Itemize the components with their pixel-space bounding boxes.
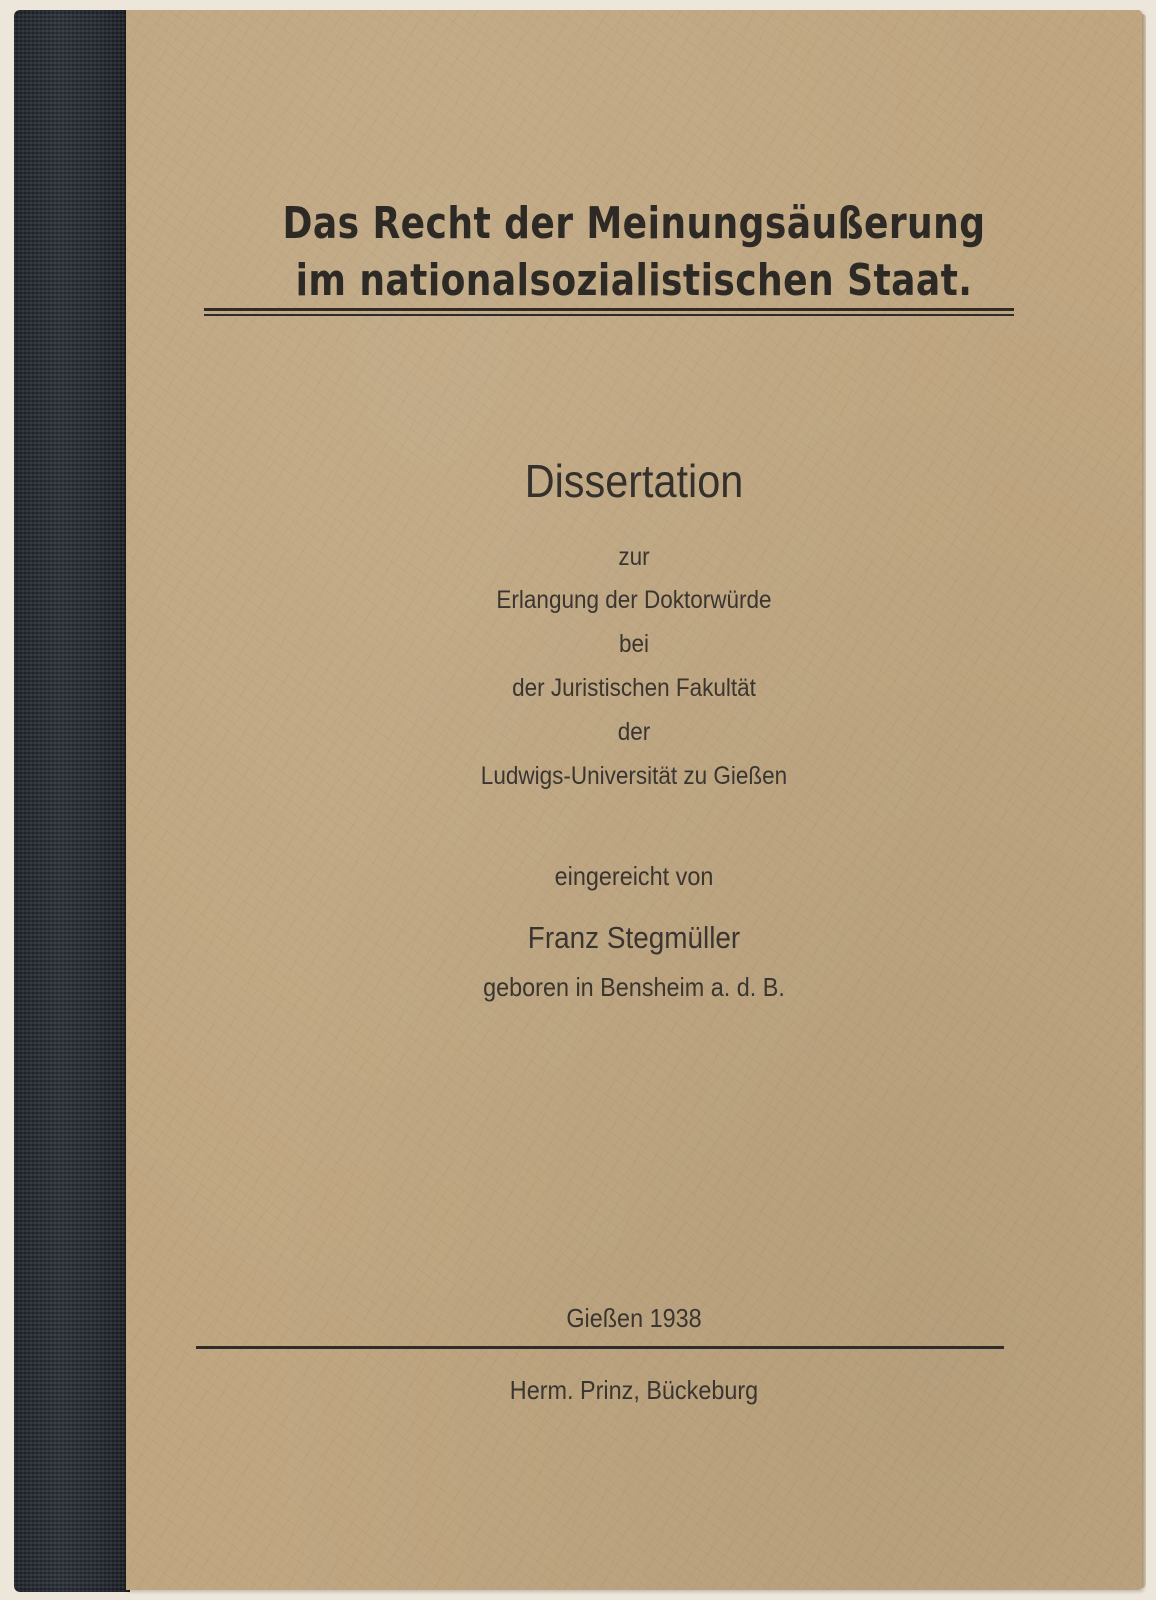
line-zur: zur bbox=[618, 543, 650, 571]
title-double-rule bbox=[204, 308, 1014, 316]
author-name: Franz Stegmüller bbox=[527, 920, 741, 955]
title-line-1: Das Recht der Meinungsäußerung bbox=[282, 198, 986, 249]
line-fakultaet: der Juristischen Fakultät bbox=[512, 674, 756, 702]
cover-board bbox=[126, 10, 1142, 1590]
place-year: Gießen 1938 bbox=[566, 1303, 702, 1333]
printer: Herm. Prinz, Bückeburg bbox=[509, 1375, 759, 1405]
line-universitaet: Ludwigs-Universität zu Gießen bbox=[480, 762, 788, 790]
line-bei: bei bbox=[618, 630, 650, 658]
line-erlangung: Erlangung der Doktorwürde bbox=[496, 586, 772, 614]
imprint-rule bbox=[196, 1346, 1004, 1349]
document-type: Dissertation bbox=[524, 455, 744, 507]
cloth-spine bbox=[14, 10, 130, 1592]
line-der: der bbox=[617, 718, 651, 746]
submitted-by-label: eingereicht von bbox=[554, 861, 714, 891]
title-line-2: im nationalsozialistischen Staat. bbox=[295, 255, 973, 306]
author-birthplace: geboren in Bensheim a. d. B. bbox=[483, 972, 785, 1002]
